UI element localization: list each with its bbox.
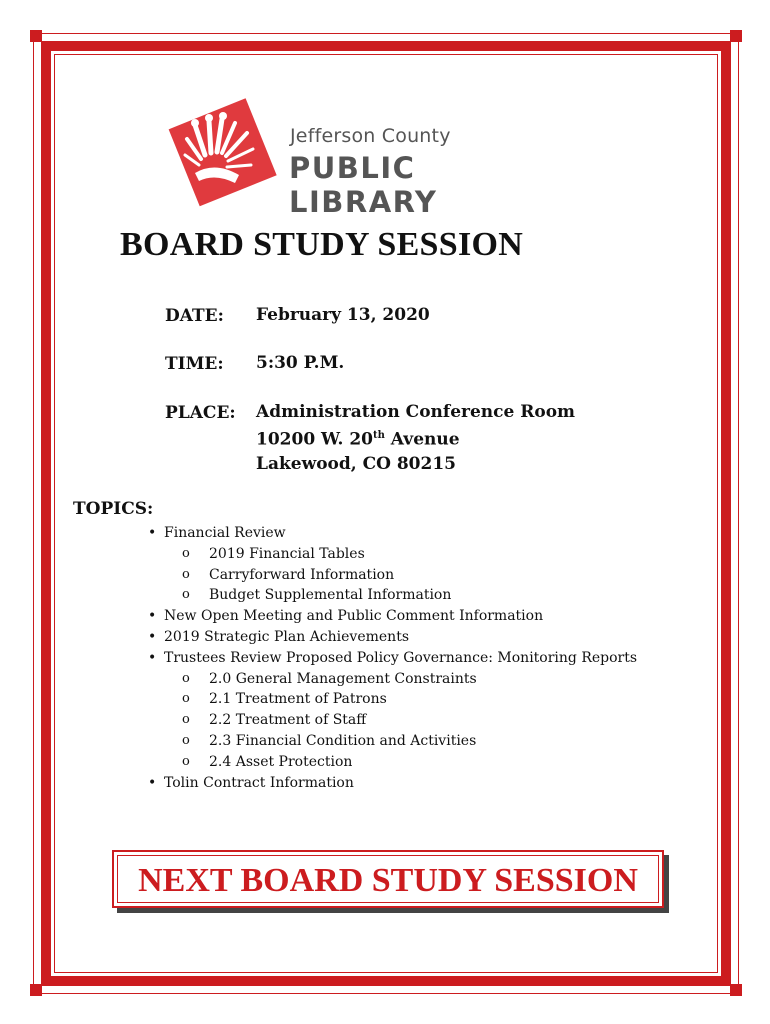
list-item: o 2.0 General Management Constraints — [164, 669, 637, 690]
list-item: o 2019 Financial Tables — [164, 544, 637, 565]
list-item: o 2.2 Treatment of Staff — [164, 710, 637, 731]
list-item: o Budget Supplemental Information — [164, 585, 637, 606]
date-label: DATE: — [165, 306, 224, 326]
place-label: PLACE: — [165, 403, 236, 423]
next-session-banner — [112, 850, 664, 908]
place-line2-suffix: th — [373, 430, 385, 441]
logo-line2: PUBLIC LIBRARY — [289, 151, 438, 219]
logo-line1: Jefferson County — [290, 125, 451, 147]
topic-label: Trustees Review Proposed Policy Governance: Monitoring Reports — [164, 649, 638, 666]
place-line2-street: 10200 W. 20 — [256, 429, 373, 450]
topic-label: Financial Review — [164, 525, 286, 541]
subtopic-list — [164, 669, 637, 773]
library-logo-icon — [165, 95, 280, 210]
topics-list — [146, 523, 637, 793]
topic-label: New Open Meeting and Public Comment Information — [164, 608, 544, 625]
topics-heading: TOPICS: — [73, 499, 154, 519]
list-item — [146, 627, 637, 648]
subtopic-list — [164, 544, 637, 606]
topic-label: Tolin Contract Information — [164, 774, 354, 791]
border-corner — [30, 984, 42, 996]
place-line2 — [256, 424, 575, 452]
library-logo — [165, 95, 565, 219]
list-item — [146, 648, 637, 773]
place-line1: Administration Conference Room — [256, 402, 576, 422]
list-item: o 2.4 Asset Protection — [164, 752, 637, 773]
border-corner — [30, 30, 42, 42]
list-item: o Carryforward Information — [164, 565, 637, 586]
list-item — [146, 606, 637, 627]
next-session-title: NEXT BOARD STUDY SESSION — [138, 862, 638, 899]
list-item: o 2.3 Financial Condition and Activities — [164, 731, 637, 752]
time-label: TIME: — [165, 354, 224, 374]
list-item: o 2.1 Treatment of Patrons — [164, 689, 637, 710]
place-line2-avenue: Avenue — [384, 429, 460, 450]
topic-label: 2019 Strategic Plan Achievements — [164, 628, 409, 645]
list-item — [146, 523, 637, 606]
place-value — [256, 400, 575, 476]
time-value: 5:30 P.M. — [256, 353, 345, 373]
date-value: February 13, 2020 — [256, 305, 430, 325]
list-item — [146, 773, 637, 794]
border-corner — [730, 984, 742, 996]
page-title: BOARD STUDY SESSION — [120, 226, 524, 263]
place-line3: Lakewood, CO 80215 — [256, 453, 456, 474]
border-corner — [730, 30, 742, 42]
